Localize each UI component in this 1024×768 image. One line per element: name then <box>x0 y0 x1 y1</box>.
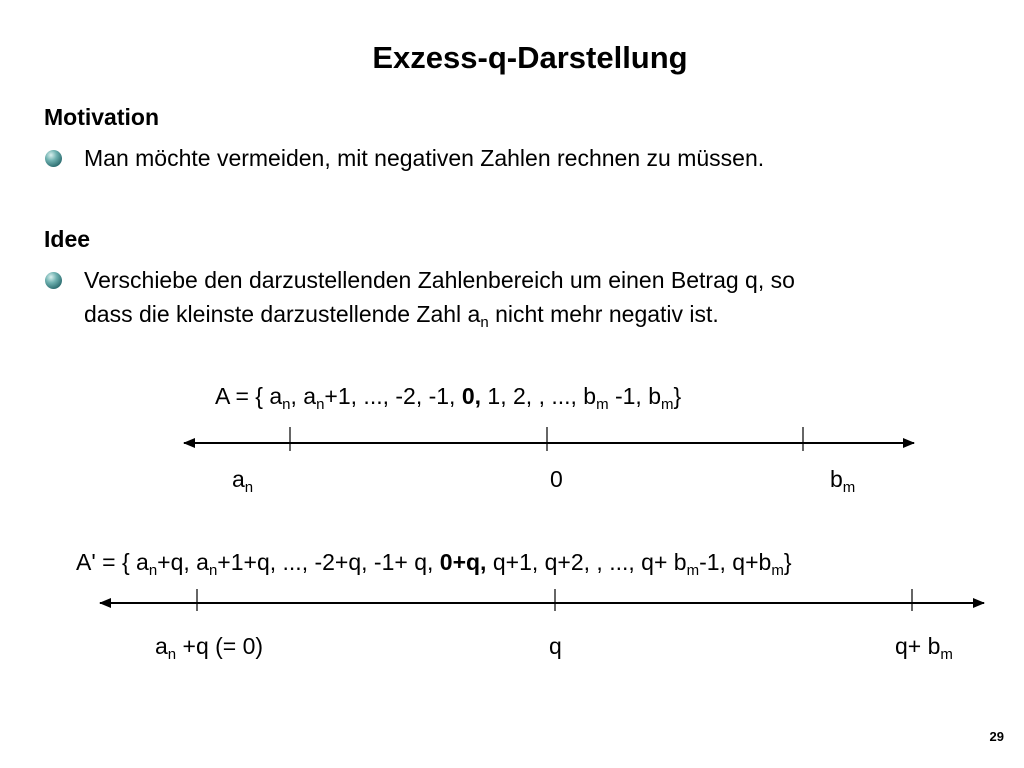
set-a-prime-formula: A' = { $a_n+q$, $a_n+1+q$, ..., -2+q, -1+ q, 0+q, q+1, q+2, , ..., $q+ b_m-1$, $q+b_m$} <box>76 549 792 579</box>
slide-title: Exzess-q-Darstellung <box>372 40 688 75</box>
motivation-bullet-text: Man möchte vermeiden, mit negativen Zahlen rechnen zu müssen. <box>84 145 765 171</box>
heading-motivation: Motivation <box>44 104 159 130</box>
number-line-a-prime <box>100 589 984 611</box>
axis-a-label-zero: 0 <box>550 466 563 492</box>
axis-a-label-bm: $b_m$ <box>830 466 856 496</box>
axis-a-prime-label-an-plus-q: $a_n +q$ (= 0) <box>155 633 264 663</box>
set-a-formula: A = { $a_n$, $a_n+1$, ..., -2, -1, 0, 1, 2, , ..., $b_m$ -1, $b_m$} <box>215 383 682 413</box>
axis-a-prime-label-q-plus-bm: $q+ b_m$ <box>895 633 953 663</box>
idee-bullet-line2: dass die kleinste darzustellende Zahl $a_n$ nicht mehr negativ ist. <box>84 301 719 331</box>
number-line-a <box>184 427 914 451</box>
axis-a-label-an: $a_n$ <box>232 466 254 496</box>
heading-idee: Idee <box>44 226 91 252</box>
axis-a-prime-label-q: q <box>549 633 562 659</box>
idee-bullet-line1: Verschiebe den darzustellenden Zahlenbereich um einen Betrag q, so <box>84 267 795 293</box>
page-number: 29 <box>989 729 1004 744</box>
